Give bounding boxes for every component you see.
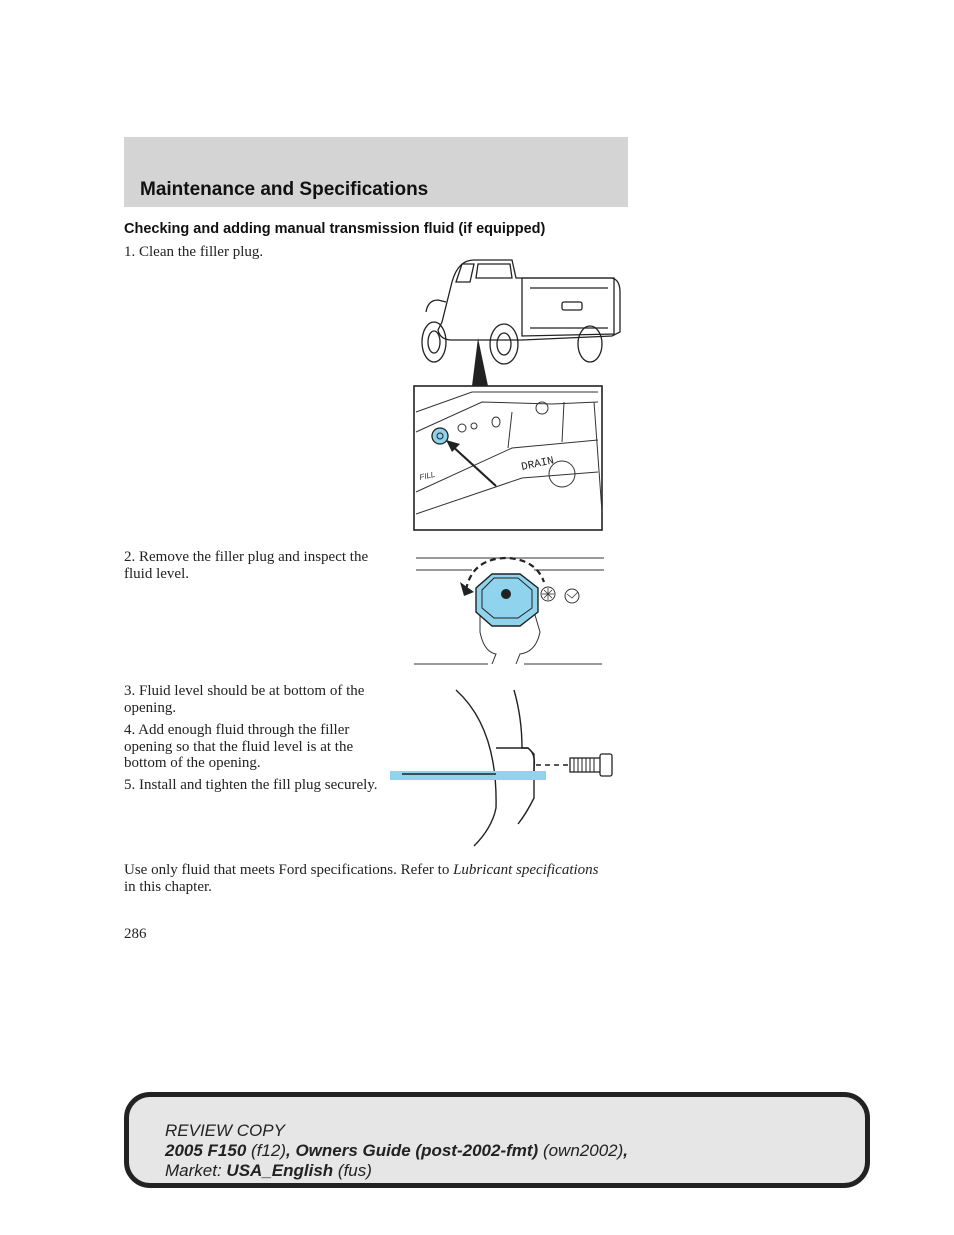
note-text: Use only fluid that meets Ford specifications. Refer to [124, 862, 454, 878]
footer-text [165, 1121, 628, 1181]
section-title: Maintenance and Specifications [140, 179, 429, 200]
footer-guide: , Owners Guide (post-2002-fmt) [286, 1141, 539, 1160]
section-header-band [124, 137, 628, 207]
drain-label: DRAIN [520, 455, 556, 474]
footer-review: REVIEW COPY [165, 1121, 285, 1140]
footer-comma: , [623, 1141, 628, 1160]
truck-transmission-figure [412, 252, 622, 534]
footer-market: USA_English [226, 1161, 334, 1180]
step-3: 3. Fluid level should be at bottom of the opening. [124, 683, 365, 716]
footer-model-code: (f12) [251, 1141, 286, 1160]
review-copy-footer [124, 1092, 870, 1188]
step-2: 2. Remove the filler plug and inspect the fluid level. [124, 549, 369, 582]
footer-market-label: Market: [165, 1161, 222, 1180]
footer-guide-code: (own2002) [542, 1141, 624, 1160]
step-1: 1. Clean the filler plug. [124, 244, 264, 260]
fluid-spec-note [124, 862, 604, 895]
page-number: 286 [124, 926, 147, 942]
fill-label: FILL [418, 469, 437, 482]
fluid-level-figure [388, 688, 616, 848]
step-4: 4. Add enough fluid through the filler opening so that the fluid level is at the bottom of the opening. [124, 722, 354, 771]
step-5: 5. Install and tighten the fill plug securely. [124, 777, 378, 793]
remove-plug-figure [412, 552, 610, 668]
footer-market-code: (fus) [337, 1161, 372, 1180]
note-text-end: in this chapter. [124, 878, 212, 895]
lubricant-specifications-reference: Lubricant specifications [453, 862, 599, 878]
footer-model: 2005 F150 [165, 1141, 247, 1160]
subheading: Checking and adding manual transmission fluid (if equipped) [124, 221, 546, 237]
